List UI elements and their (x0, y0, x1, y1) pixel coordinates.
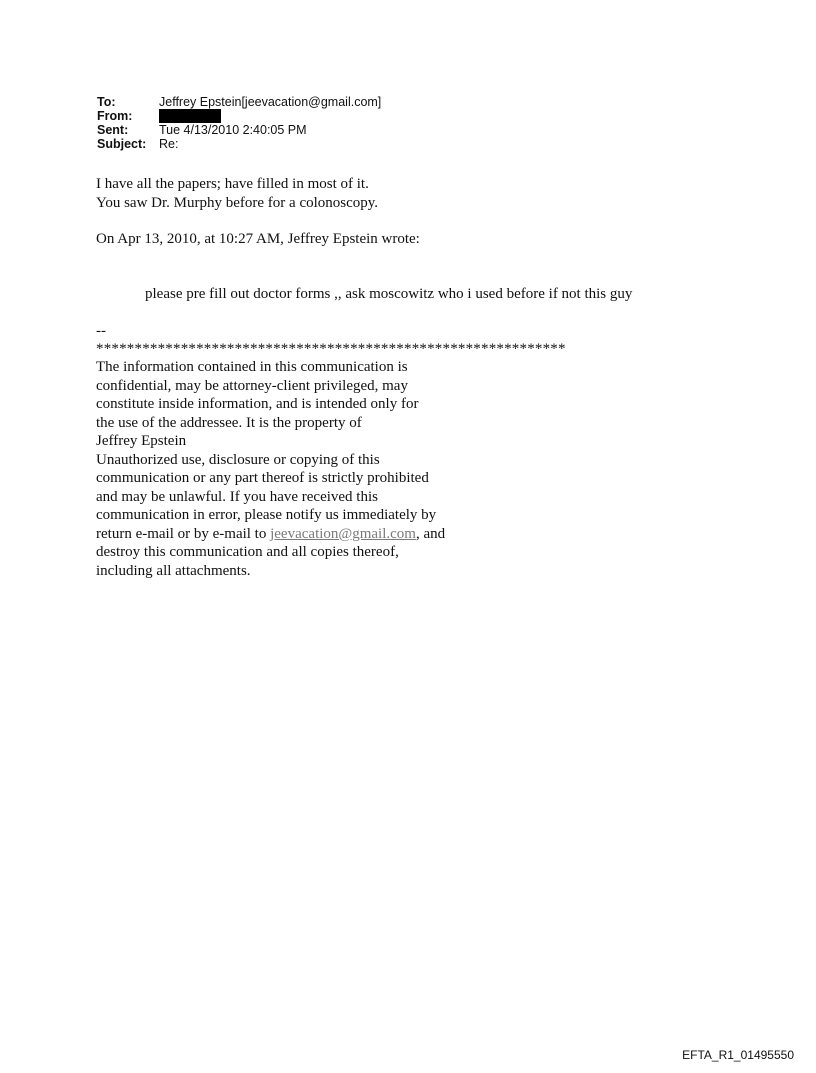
quote-intro: On Apr 13, 2010, at 10:27 AM, Jeffrey Epstein wrote: (96, 231, 420, 247)
to-row (97, 95, 381, 109)
disclaimer-line: the use of the addressee. It is the property of (96, 414, 362, 431)
signature-separator: -- (96, 323, 106, 339)
disclaimer-line: including all attachments. (96, 562, 251, 579)
disclaimer-prefix: return e-mail or by e-mail to (96, 525, 271, 542)
disclaimer-line: and may be unlawful. If you have received this (96, 488, 378, 505)
from-label: From: (97, 109, 133, 123)
stars-divider: ************************************************************* (96, 341, 566, 357)
subject-label: Subject: (97, 137, 147, 151)
email-link[interactable]: jeevacation@gmail.com (270, 525, 416, 542)
disclaimer (96, 358, 445, 580)
disclaimer-line: destroy this communication and all copies thereof, (96, 544, 399, 560)
to-value: Jeffrey Epstein[jeevacation@gmail.com] (159, 95, 382, 109)
disclaimer-line: confidential, may be attorney-client privileged, may (96, 377, 408, 394)
reply-body (96, 175, 378, 212)
from-row (97, 109, 381, 123)
disclaimer-line: Jeffrey Epstein (96, 433, 187, 449)
disclaimer-line-with-link (96, 525, 445, 544)
reply-line-1: I have all the papers; have filled in most of it. (96, 176, 369, 192)
disclaimer-line: constitute inside information, and is intended only for (96, 396, 419, 412)
quoted-message: please pre fill out doctor forms ,, ask moscowitz who i used before if not this guy (145, 286, 633, 302)
disclaimer-suffix: , and (415, 525, 446, 542)
subject-row (97, 137, 381, 151)
email-header (97, 95, 381, 151)
disclaimer-line: communication in error, please notify us immediately by (96, 507, 437, 523)
disclaimer-line: Unauthorized use, disclosure or copying of this (96, 451, 380, 468)
disclaimer-line: The information contained in this communication is (96, 359, 408, 375)
to-label: To: (97, 95, 116, 109)
disclaimer-line: communication or any part thereof is strictly prohibited (96, 470, 429, 486)
subject-value: Re: (159, 137, 179, 151)
document-id: EFTA_R1_01495550 (682, 1048, 794, 1062)
reply-line-2: You saw Dr. Murphy before for a colonoscopy. (96, 194, 379, 211)
sent-label: Sent: (97, 123, 129, 137)
sent-row (97, 123, 381, 137)
redaction-box (159, 109, 221, 123)
sent-value: Tue 4/13/2010 2:40:05 PM (159, 123, 307, 137)
